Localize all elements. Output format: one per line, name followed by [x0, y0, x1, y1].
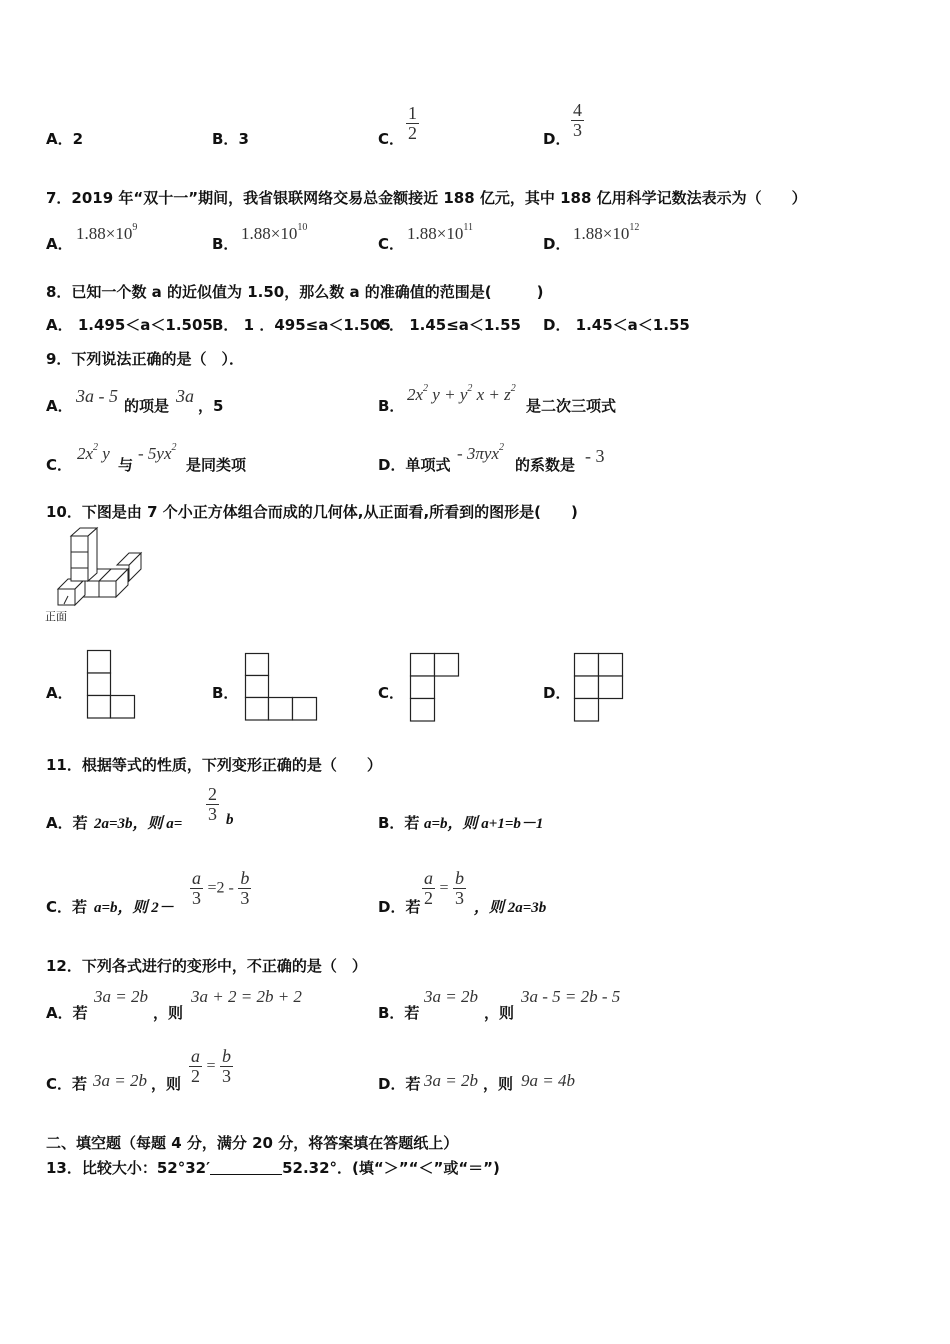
q10-option-d-label: D． [543, 684, 571, 702]
q10-option-a-figure [87, 650, 137, 720]
q9-option-c-label: C． [46, 456, 73, 474]
q11-option-d-label: D．若 [378, 898, 421, 916]
q9-option-a-term: 3a [176, 386, 194, 406]
q10-option-c-label: C． [378, 684, 405, 702]
q6-option-c-label: C． [378, 130, 405, 148]
q6-option-a: A．2 [46, 130, 84, 148]
q10-option-a-label: A． [46, 684, 73, 702]
q12-option-b-cond: 3a = 2b [424, 987, 478, 1006]
q11-option-c-text: a=b，则 2－ [94, 900, 174, 916]
q9-option-b-label: B． [378, 397, 405, 415]
q11-option-c-label: C．若 [46, 898, 88, 916]
q13-answer-blank[interactable] [210, 1160, 282, 1175]
q9-option-c-expr2: - $5yx^2$ [138, 442, 177, 463]
q7-stem: 7．2019 年“双十一”期间，我省银联网络交易总金额接近 188 亿元，其中 188 亿用科学记数法表示为（ ） [46, 189, 807, 207]
q6-option-c-fraction: $\frac{1}{2}$ [408, 103, 417, 143]
q10-option-d-figure [574, 653, 626, 723]
q9-option-d-mid: 的系数是 [515, 456, 576, 474]
q10-stem: 10．下图是由 7 个小正方体组合而成的几何体,从正面看,所看到的图形是( ) [46, 503, 578, 521]
q12-option-b-label: B．若 [378, 1004, 420, 1022]
q7-option-d-value: $1.88\times 10^{12}$ [573, 222, 640, 243]
q11-option-c-expr: $\frac{a}{3}$ =2 - $\frac{b}{3}$ [192, 868, 250, 908]
q9-option-a-tail: ，5 [198, 397, 224, 415]
q10-option-c-figure [410, 653, 462, 723]
q10-option-b-label: B． [212, 684, 239, 702]
q7-option-b-label: B． [212, 235, 239, 253]
q11-option-a-var: b [226, 812, 234, 828]
q7-option-c-label: C． [378, 235, 405, 253]
q9-option-a-mid: 的项是 [124, 397, 170, 415]
q7-option-b-value: $1.88\times 10^{10}$ [241, 222, 308, 243]
q12-option-d-result: 9a = 4b [521, 1071, 575, 1090]
q12-option-c-result: $\frac{a}{2}$ = $\frac{b}{3}$ [191, 1046, 232, 1086]
q12-option-c-label: C．若 [46, 1075, 88, 1093]
q9-option-d-label: D．单项式 [378, 456, 451, 474]
q11-option-b-label: B．若 [378, 814, 420, 832]
q12-option-b-then: ，则 [484, 1004, 515, 1022]
q10-option-b-figure [245, 653, 320, 723]
q9-option-a-label: A． [46, 397, 73, 415]
q12-option-a-label: A．若 [46, 1004, 88, 1022]
q9-option-d-value: - 3 [585, 446, 605, 466]
q12-option-a-then: ，则 [153, 1004, 184, 1022]
q8-option-c: C． 1.45≤a＜1.55 [378, 316, 521, 334]
q9-option-d-expr: - 3πyx$^2$ [457, 442, 505, 463]
q6-option-d-fraction: $\frac{4}{3}$ [573, 100, 582, 140]
q6-option-b: B．3 [212, 130, 249, 148]
q7-option-d-label: D． [543, 235, 571, 253]
q9-option-b-tail: 是二次三项式 [526, 397, 617, 415]
q12-option-d-cond: 3a = 2b [424, 1071, 478, 1090]
q11-stem: 11．根据等式的性质，下列变形正确的是（ ） [46, 756, 382, 774]
q8-option-b: B． 1 ．495≤a＜1.505 [212, 316, 391, 334]
q11-option-b-text: a=b，则 a+1=b－1 [424, 816, 544, 832]
q9-stem: 9．下列说法正确的是（ ）． [46, 350, 244, 368]
q12-option-c-then: ，则 [151, 1075, 182, 1093]
q11-option-a-text: 2a=3b，则 a= [94, 816, 183, 832]
q12-option-d-label: D．若 [378, 1075, 421, 1093]
q9-option-c-expr1: $2x^2$ y [77, 442, 110, 463]
section-title: 二、填空题（每题 4 分，满分 20 分，将答案填在答题纸上） [46, 1134, 459, 1152]
q12-option-d-then: ，则 [483, 1075, 514, 1093]
q8-option-d: D． 1.45＜a＜1.55 [543, 316, 690, 334]
q12-option-a-result: 3a + 2 = 2b + 2 [191, 987, 302, 1006]
q13-stem: 13．比较大小：52°32′ 52.32°．(填“＞”“＜”或“＝”) [46, 1159, 500, 1177]
q7-option-c-value: $1.88\times 10^{11}$ [407, 222, 473, 243]
q12-option-c-cond: 3a = 2b [93, 1071, 147, 1090]
q11-option-a-fraction: $\frac{2}{3}$ [208, 784, 217, 824]
q9-option-b-expr: $2x^2$ $y + y^2$ $x + z^2$ [407, 383, 516, 404]
q9-option-c-mid: 与 [118, 456, 134, 474]
q7-option-a-value: $1.88\times 10^9$ [76, 222, 138, 243]
q10-front-label: 正面 [45, 610, 67, 623]
q12-stem: 12．下列各式进行的变形中，不正确的是（ ） [46, 957, 367, 975]
q7-option-a-label: A． [46, 235, 73, 253]
q11-option-d-expr: $\frac{a}{2}$ = $\frac{b}{3}$ [424, 868, 465, 908]
q8-stem: 8．已知一个数 a 的近似值为 1.50，那么数 a 的准确值的范围是( ) [46, 283, 544, 301]
q11-option-d-tail: ，则 2a=3b [474, 900, 547, 916]
q6-option-d-label: D． [543, 130, 571, 148]
q12-option-b-result: 3a - 5 = 2b - 5 [521, 987, 621, 1006]
q10-cube-figure [44, 530, 124, 610]
q8-option-a: A． 1.495＜a＜1.505 [46, 316, 213, 334]
q9-option-a-expr: 3a - 5 [76, 386, 118, 406]
q9-option-c-tail: 是同类项 [186, 456, 247, 474]
q11-option-a-label: A．若 [46, 814, 88, 832]
q12-option-a-cond: 3a = 2b [94, 987, 148, 1006]
